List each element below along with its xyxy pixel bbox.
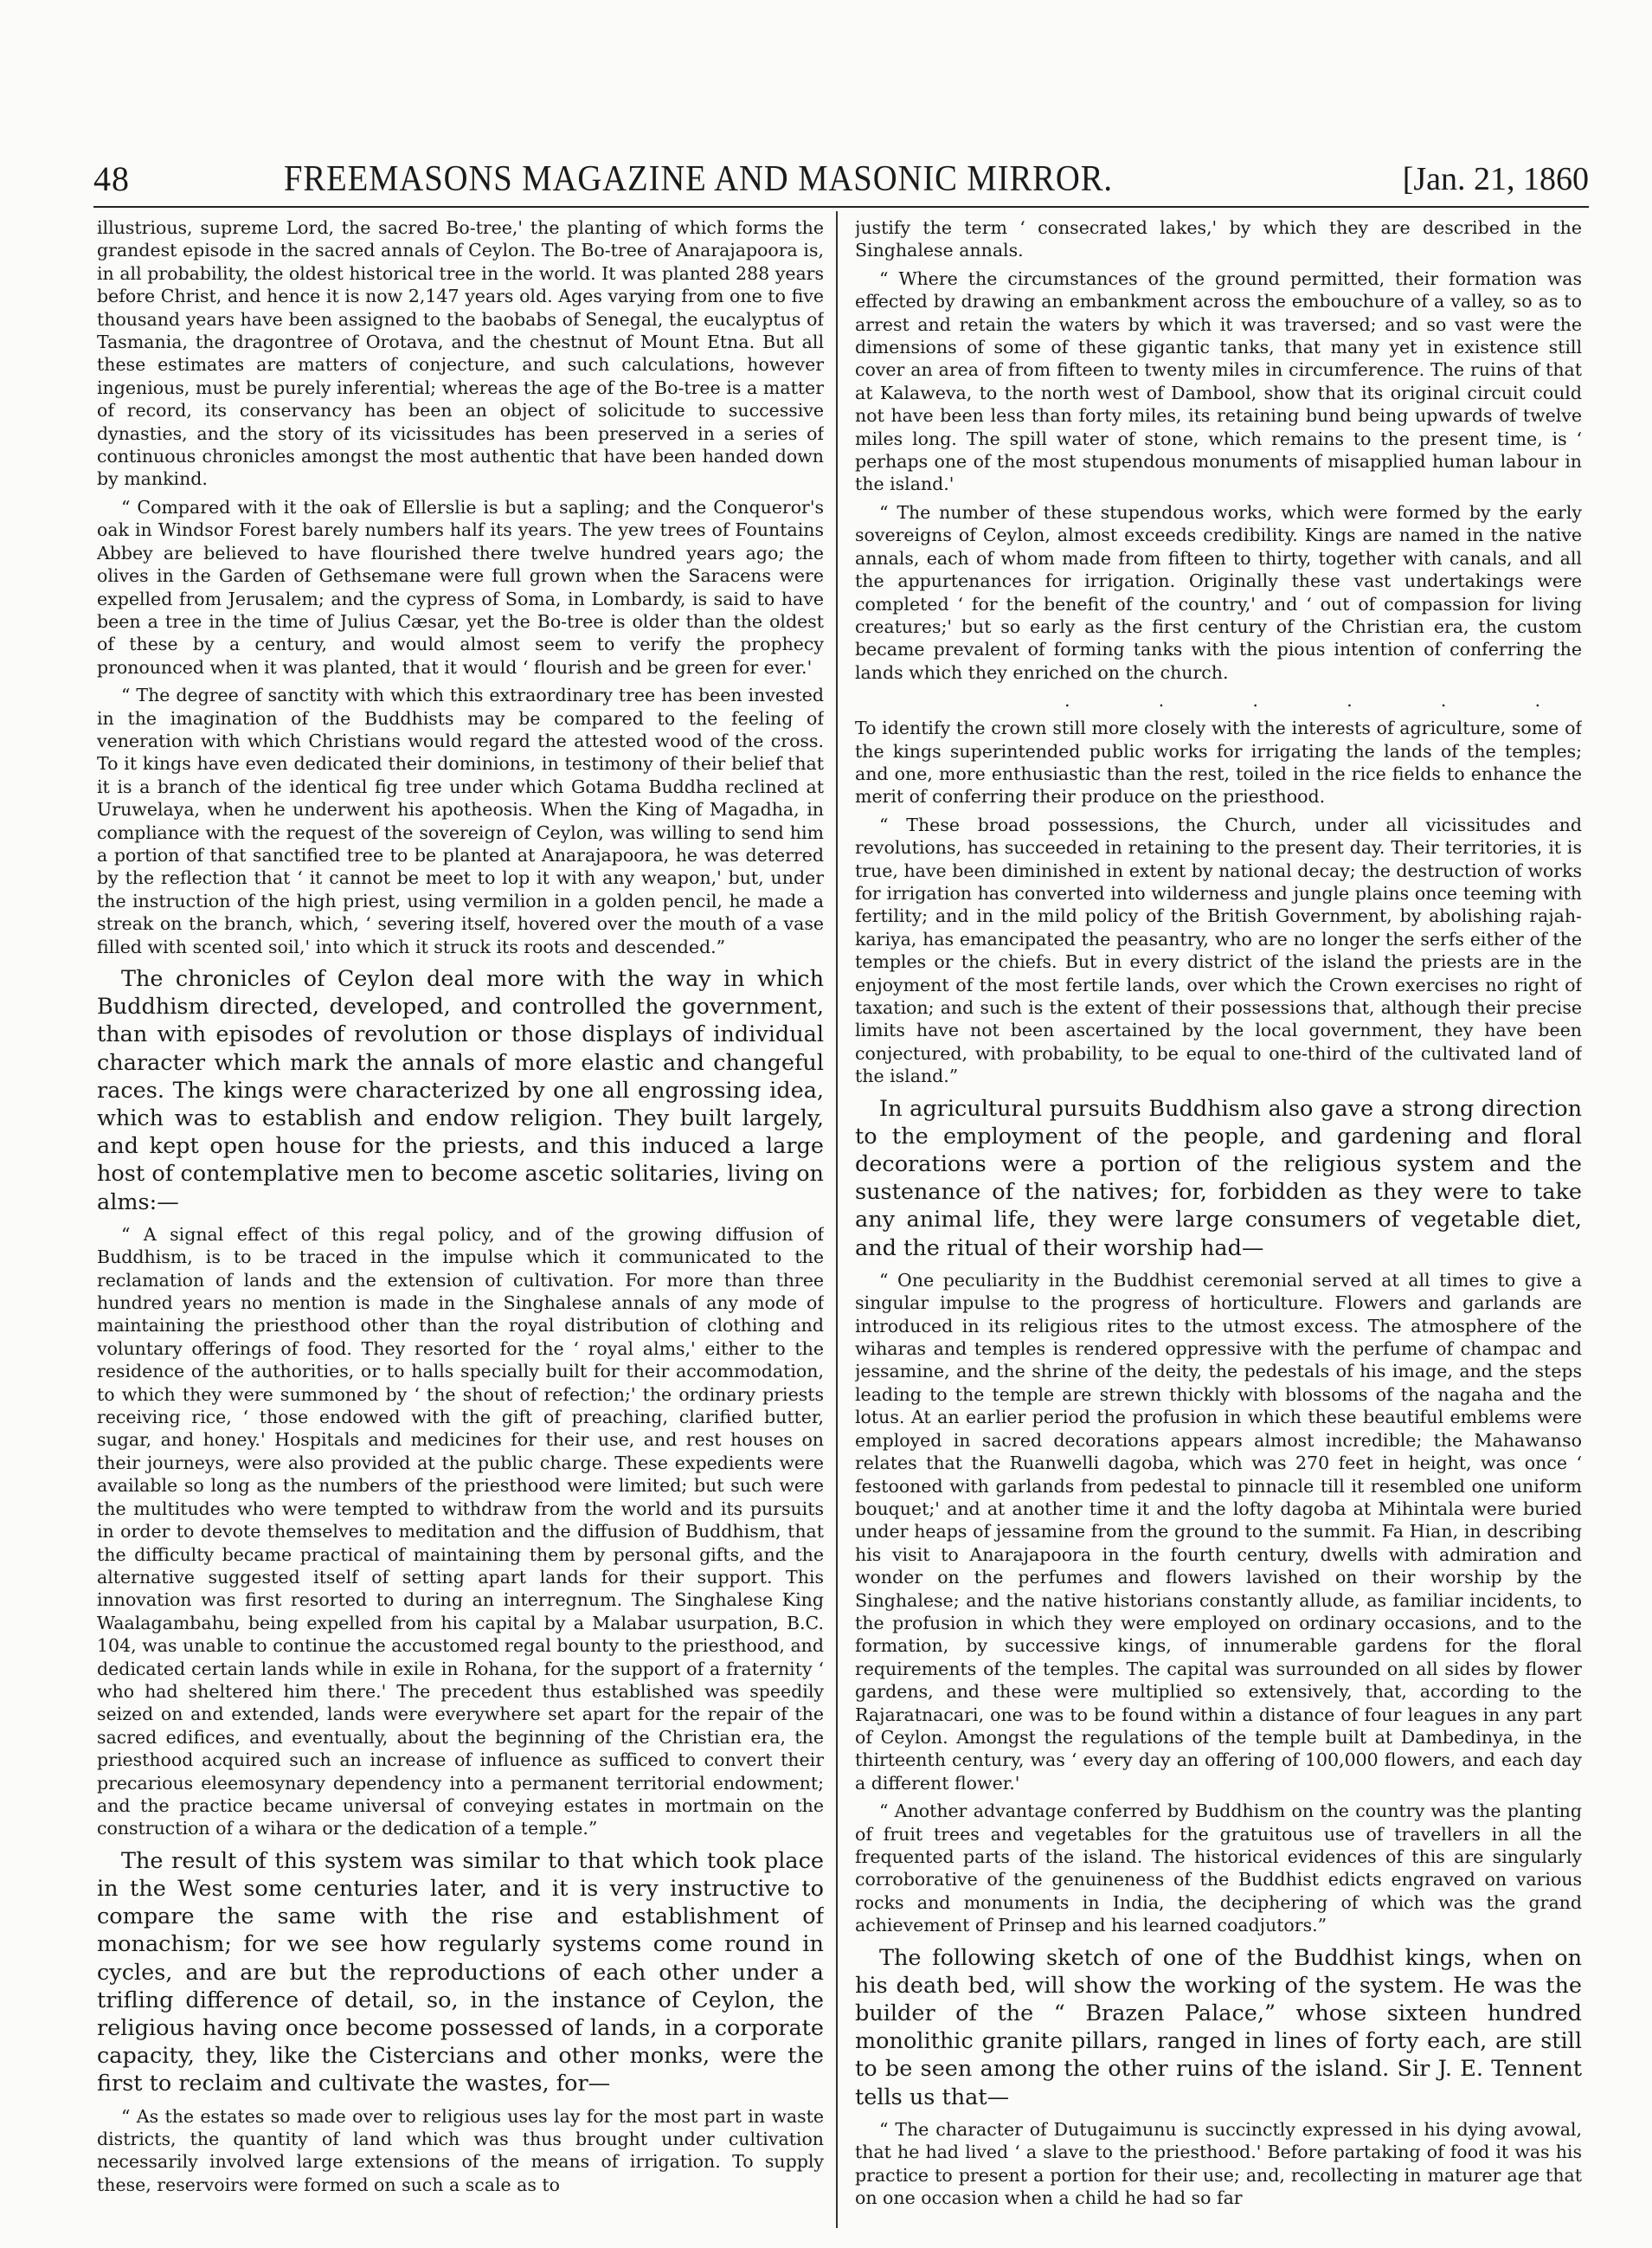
masthead xyxy=(93,158,1589,201)
left-paragraph-3: “ The degree of sanctity with which this extraordinary tree has been invested in the imagination of the Buddhists may be compared to the feeling of veneration with which Christians would regard the attested wood of the cross. To it kings have even dedicated their dominions, in testimony of their belief that it is a branch of the identical fig tree under which Gotama Buddha reclined at Uruwelaya, when he underwent his apotheosis. When the King of Magadha, in compliance with the request of the sovereign of Ceylon, was willing to send him a portion of that sanctified tree to be planted at Anarajapoora, he was deterred by the reflection that ‘ it cannot be meet to lop it with any weapon,' but, under the instruction of the high priest, using vermilion in a golden pencil, he made a streak on the branch, which, ‘ severing itself, hovered over the mouth of a vase filled with scented soil,' into which it struck its roots and descended.” xyxy=(97,685,824,957)
right-paragraph-2: “ Where the circumstances of the ground permitted, their formation was effected by drawing an embankment across the embouchure of a valley, so as to arrest and retain the waters by which it was traversed; and so vast were the dimensions of some of these gigantic tanks, that many yet in existence still cover an area of from fifteen to twenty miles in circumference. The ruins of that at Kalaweva, to the north west of Dambool, show that its original circuit could not have been less than forty miles, its retaining bund being upwards of twelve miles long. The spill water of stone, which remains to the present time, is ‘ perhaps one of the most stupendous monuments of misapplied human labour in the island.' xyxy=(855,267,1582,495)
left-column xyxy=(97,216,824,2225)
right-column xyxy=(855,216,1582,2225)
left-paragraph-2: “ Compared with it the oak of Ellerslie is but a sapling; and the Conqueror's oak in Windsor Forest barely numbers half its years. The yew trees of Fountains Abbey are believed to have flourished there twelve hundred years ago; the olives in the Garden of Gethsemane were full grown when the Saracens were expelled from Jerusalem; and the cypress of Soma, in Lombardy, is said to have been a tree in the time of Julius Cæsar, yet the Bo-tree is older than the oldest of these by a century, and would almost seem to verify the prophecy pronounced when it was planted, that it would ‘ flourish and be green for ever.' xyxy=(97,496,824,678)
right-paragraph-6: In agricultural pursuits Buddhism also gave a strong direction to the employment of the people, and gardening and floral decorations were a portion of the religious system and the sustenance of the natives; for, forbidden as they were to take any animal life, they were large consumers of vegetable diet, and the ritual of their worship had— xyxy=(855,1095,1582,1261)
header-rule xyxy=(93,206,1589,208)
right-paragraph-8: “ Another advantage conferred by Buddhism on the country was the planting of fruit trees and vegetables for the gratuitous use of travellers in all the frequented parts of the island. The historical evidences of this are singularly corroborative of the genuineness of the Buddhist edicts engraved on various rocks and monuments in India, the deciphering of which was the grand achievement of Prinsep and his learned coadjutors.” xyxy=(855,1800,1582,1936)
right-paragraph-5: “ These broad possessions, the Church, under all vicissitudes and revolutions, has succeeded in retaining to the present day. Their territories, it is true, have been diminished in extent by national decay; the destruction of works for irrigation has converted into wilderness and jungle plains once teeming with fertility; and in the mild policy of the British Government, by abolishing rajah-kariya, has emancipated the peasantry, who are no longer the serfs either of the temples or the chiefs. But in every district of the island the priests are in the enjoyment of the most fertile lands, over which the Crown exercises no right of taxation; and such is the extent of their possessions that, although their precise limits have not been ascertained by the local government, they have been conjectured, with probability, to be equal to one-third of the cultivated land of the island.” xyxy=(855,814,1582,1087)
left-paragraph-7: “ As the estates so made over to religious uses lay for the most part in waste districts, the quantity of land which was thus brought under cultivation necessarily involved large extensions of the means of irrigation. To supply these, reservoirs were formed on such a scale as to xyxy=(97,2105,824,2195)
right-paragraph-7: “ One peculiarity in the Buddhist ceremonial served at all times to give a singular impulse to the progress of horticulture. Flowers and garlands are introduced in its religious rites to the utmost excess. The atmosphere of the wiharas and temples is rendered oppressive with the perfume of champac and jessamine, and the shrine of the deity, the pedestals of his image, and the steps leading to the temple are strewn thickly with blossoms of the nagaha and the lotus. At an earlier period the profusion in which these beautiful emblems were employed in sacred decorations appears almost incredible; the Mahawanso relates that the Ruanwelli dagoba, which was 270 feet in height, was once ‘ festooned with garlands from pedestal to pinnacle till it resembled one uniform bouquet;' and at another time it and the lofty dagoba at Mihintala were buried under heaps of jessamine from the ground to the summit. Fa Hian, in describing his visit to Anarajapoora in the fourth century, dwells with admiration and wonder on the perfumes and flowers lavished on their worship by the Singhalese; and the native historians constantly allude, as familiar incidents, to the profusion in which they were employed on ordinary occasions, and to the formation, by successive kings, of innumerable gardens for the floral requirements of the temples. The capital was surrounded on all sides by flower gardens, and these were multiplied so extensively, that, according to the Rajaratnacari, one was to be found within a distance of four leagues in any part of Ceylon. Amongst the regulations of the temple built at Dambedinya, in the thirteenth century, was ‘ every day an offering of 100,000 flowers, and each day a different flower.' xyxy=(855,1269,1582,1794)
right-paragraph-4: To identify the crown still more closely with the interests of agriculture, some of the kings superintended public works for irrigating the lands of the temples; and one, more enthusiastic than the rest, toiled in the rice fields to enhance the merit of conferring their produce on the priesthood. xyxy=(855,718,1582,808)
column-divider xyxy=(836,211,838,2228)
right-paragraph-1: justify the term ‘ consecrated lakes,' by which they are described in the Singhalese annals. xyxy=(855,217,1582,261)
journal-title: FREEMASONS MAGAZINE AND MASONIC MIRROR. xyxy=(284,159,1113,199)
issue-date: [Jan. 21, 1860 xyxy=(1402,161,1589,197)
left-paragraph-1: illustrious, supreme Lord, the sacred Bo-tree,' the planting of which forms the grandest episode in the sacred annals of Ceylon. The Bo-tree of Anarajapoora is, in all probability, the oldest historical tree in the world. It was planted 288 years before Christ, and hence it is now 2,147 years old. Ages varying from one to five thousand years have been assigned to the baobabs of Senegal, the eucalyptus of Tasmania, the dragontree of Orotava, and the chestnut of Mount Etna. But all these estimates are matters of conjecture, and such calculations, however ingenious, must be purely inferential; whereas the age of the Bo-tree is a matter of record, its conservancy has been an object of solicitude to successive dynasties, and the story of its vicissitudes has been preserved in a series of continuous chronicles amongst the most authentic that have been handed down by mankind. xyxy=(97,217,824,490)
right-paragraph-9: The following sketch of one of the Buddhist kings, when on his death bed, will show the working of the system. He was the builder of the “ Brazen Palace,” whose sixteen hundred monolithic granite pillars, ranged in lines of forty each, are still to be seen among the other ruins of the island. Sir J. E. Tennent tells us that— xyxy=(855,1944,1582,2110)
left-paragraph-4: The chronicles of Ceylon deal more with the way in which Buddhism directed, developed, and controlled the government, than with episodes of revolution or those displays of individual character which mark the annals of more elastic and changeful races. The kings were characterized by one all engrossing idea, which was to establish and endow religion. They built largely, and kept open house for the priests, and this induced a large host of contemplative men to become ascetic solitaries, living on alms:— xyxy=(97,966,824,1215)
left-paragraph-6: The result of this system was similar to that which took place in the West some centuries later, and it is very instructive to compare the same with the rise and establishment of monachism; for we see how regularly systems come round in cycles, and are but the reproductions of each other under a trifling difference of detail, so, in the instance of Ceylon, the religious having once become possessed of lands, in a corporate capacity, they, like the Cistercians and other monks, were the first to reclaim and cultivate the wastes, for— xyxy=(97,1847,824,2097)
right-paragraph-3: “ The number of these stupendous works, which were formed by the early sovereigns of Ceylon, almost exceeds credibility. Kings are named in the native annals, each of whom made from fifteen to thirty, together with canals, and all the appurtenances for irrigation. Originally these vast undertakings were completed ‘ for the benefit of the country,' and ‘ out of compassion for living creatures;' but so early as the first century of the Christian era, the custom became prevalent of forming tanks with the pious intention of conferring the lands which they enriched on the church. xyxy=(855,501,1582,683)
right-paragraph-10: “ The character of Dutugaimunu is succinctly expressed in his dying avowal, that he had lived ‘ a slave to the priesthood.' Before partaking of food it was his practice to present a portion for their use; and, recollecting in maturer age that on one occasion when a child he had so far xyxy=(855,2118,1582,2209)
page-number: 48 xyxy=(93,159,130,198)
left-paragraph-5: “ A signal effect of this regal policy, and of the growing diffusion of Buddhism, is to be traced in the impulse which it communicated to the reclamation of lands and the extension of cultivation. For more than three hundred years no mention is made in the Singhalese annals of any mode of maintaining the priesthood other than the royal distribution of clothing and voluntary offerings of food. They resorted for the ‘ royal alms,' either to the residence of the authorities, or to halls specially built for their accommodation, to which they were summoned by ‘ the shout of refection;' the ordinary priests receiving rice, ‘ those endowed with the gift of preaching, clarified butter, sugar, and honey.' Hospitals and medicines for their use, and rest houses on their journeys, were also provided at the public charge. These expedients were available so long as the numbers of the priesthood were limited; but such were the multitudes who were tempted to withdraw from the world and its pursuits in order to devote themselves to meditation and the diffusion of Buddhism, that the difficulty became practical of maintaining them by personal gifts, and the alternative suggested itself of setting apart lands for their support. This innovation was first resorted to during an interregnum. The Singhalese King Waalagambahu, being expelled from his capital by a Malabar usurpation, B.C. 104, was unable to continue the accustomed regal bounty to the priesthood, and dedicated certain lands while in exile in Rohana, for the support of a fraternity ‘ who had sheltered him there.' The precedent thus established was speedily seized on and extended, lands were everywhere set apart for the repair of the sacred edifices, and eventually, about the beginning of the Christian era, the priesthood acquired such an increase of influence as sufficed to convert their precarious eleemosynary dependency into a permanent territorial endowment; and the practice became universal of conveying estates in mortmain on the construction of a wihara or the dedication of a temple.” xyxy=(97,1223,824,1839)
ellipsis-dots: . . . . . . xyxy=(1064,690,1582,712)
